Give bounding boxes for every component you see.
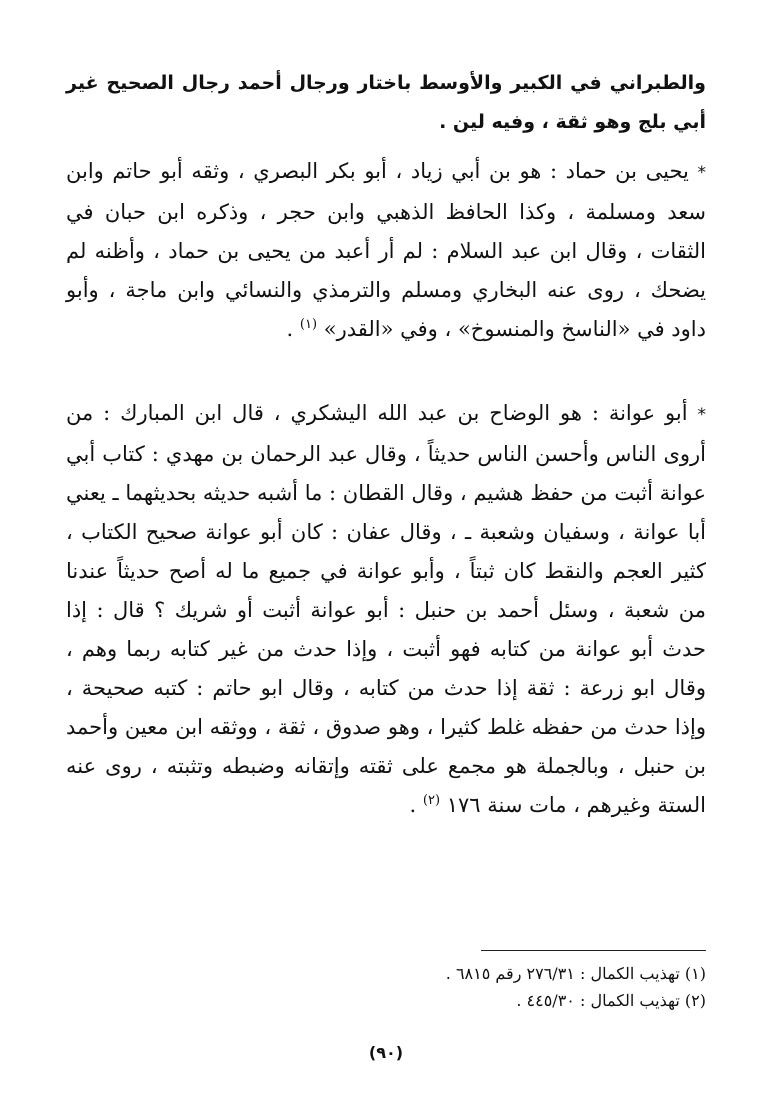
entry-tail: . bbox=[409, 793, 423, 817]
footnotes bbox=[360, 960, 706, 1014]
intro-text: والطبراني في الكبير والأوسط باختار ورجال أحمد رجال الصحيح غير أبي بلج وهو ثقة ، وفيه لين . bbox=[66, 72, 706, 133]
footnote-ref-1[interactable]: (١) bbox=[299, 317, 318, 332]
intro-paragraph bbox=[66, 64, 706, 142]
narrator-entry-abu-awana bbox=[66, 394, 706, 825]
entry-text: أبو عوانة : هو الوضاح بن عبد الله اليشكري ، قال ابن المبارك : من أروى الناس وأحسن الناس حديثاً ، وقال عبد الرحمان بن مهدي : كتاب أبي عوانة أثبت من حفظ هشيم ، وقال القطان : ما أشبه حديثه بحديثهما ـ يعني أبا عوانة ، وسفيان وشعبة ـ ، وقال عفان : كان أبو عوانة صحيح الكتاب ، كثير العجم والنقط كان ثبتاً ، وأبو عوانة في جميع ما له أصح حديثاً عندنا من شعبة ، وسئل أحمد بن حنبل : أبو عوانة أثبت أو شريك ؟ قال : إذا حدث أبو عوانة من كتابه فهو أثبت ، وإذا حدث من غير كتابه ربما وهم ، وقال ابو زرعة : ثقة إذا حدث من كتابه ، وقال ابو حاتم : كتبه صحيحة ، وإذا حدث من حفظه غلط كثيرا ، وهو صدوق ، ثقة ، ووثقه ابن معين وأحمد بن حنبل ، وبالجملة هو مجمع على ثقته وإتقانه وضبطه وتثبته ، روى عنه الستة وغيرهم ، مات سنة ١٧٦ bbox=[66, 401, 706, 817]
page-number: (٩٠) bbox=[368, 1043, 404, 1062]
entry-tail: . bbox=[286, 317, 300, 341]
footnote-1: (١) تهذيب الكمال : ٢٧٦/٣١ رقم ٦٨١٥ . bbox=[445, 964, 706, 983]
entry-star-marker: * bbox=[697, 405, 706, 425]
footnote-divider bbox=[481, 950, 706, 951]
footnote-ref-2[interactable]: (٢) bbox=[422, 793, 441, 808]
footnote-2: (٢) تهذيب الكمال : ٤٤٥/٣٠ . bbox=[516, 991, 706, 1010]
narrator-entry-yahya bbox=[66, 152, 706, 349]
entry-star-marker: * bbox=[697, 163, 706, 183]
entry-text: يحيى بن حماد : هو بن أبي زياد ، أبو بكر البصري ، وثقه أبو حاتم وابن سعد ومسلمة ، وكذا الحافظ الذهبي وابن حجر ، وذكره ابن حبان في الثقات ، وقال ابن عبد السلام : لم أر أعبد من يحيى بن حماد ، وأظنه لم يضحك ، روى عنه البخاري ومسلم والترمذي والنسائي وابن ماجة ، وأبو داود في «الناسخ والمنسوخ» ، وفي «القدر» bbox=[66, 159, 706, 341]
